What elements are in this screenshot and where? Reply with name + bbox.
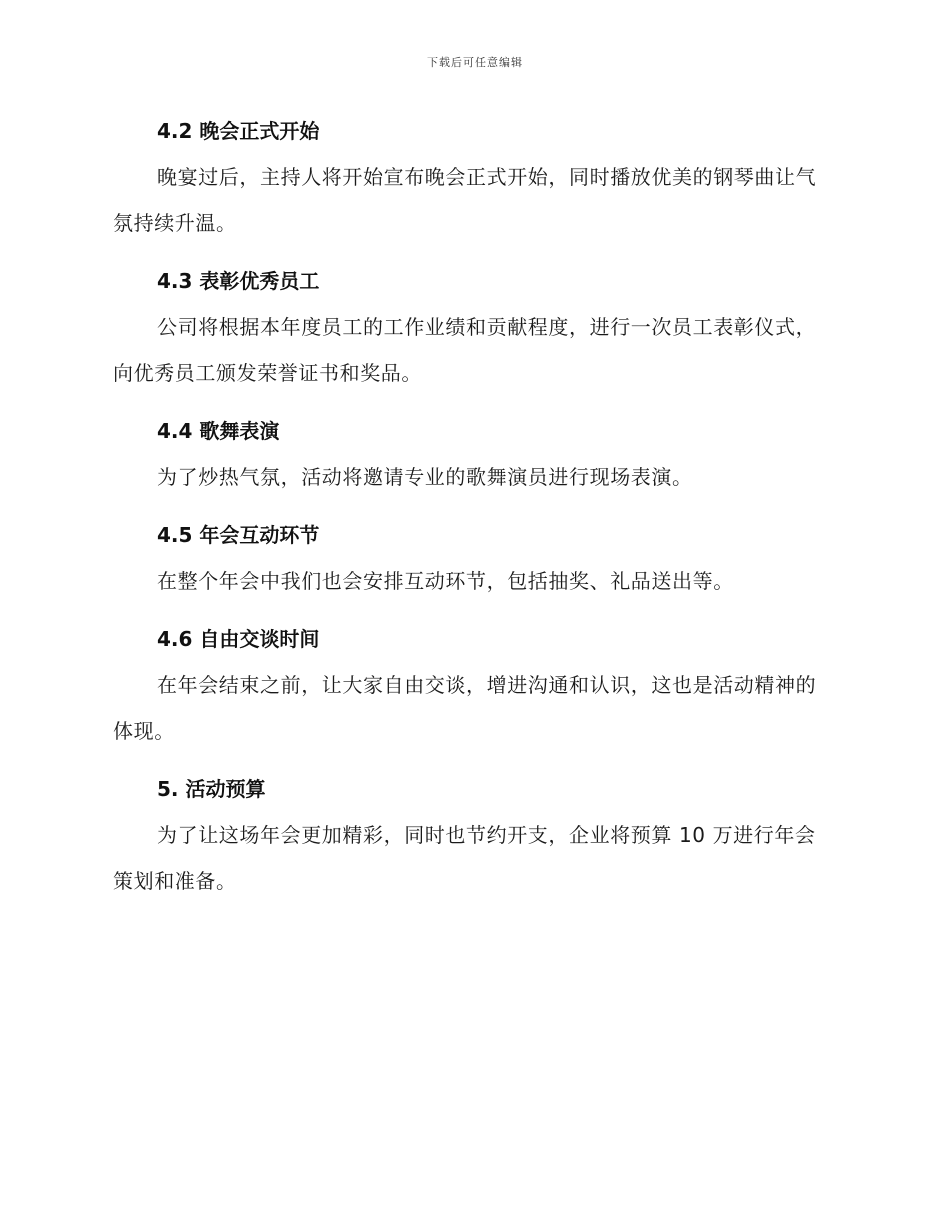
section-paragraph: 在年会结束之前，让大家自由交谈，增进沟通和认识，这也是活动精神的体现。 [113,673,817,743]
section-4-3 [113,258,833,396]
document-body [113,108,833,916]
section-4-2 [113,108,833,246]
section-heading: 4.6 自由交谈时间 [157,627,320,651]
section-paragraph: 为了炒热气氛，活动将邀请专业的歌舞演员进行现场表演。 [157,465,693,489]
section-heading: 5. 活动预算 [157,777,266,801]
section-heading: 4.3 表彰优秀员工 [157,269,320,293]
section-heading: 4.2 晚会正式开始 [157,119,320,143]
section-4-6 [113,616,833,754]
section-paragraph: 公司将根据本年度员工的工作业绩和贡献程度，进行一次员工表彰仪式，向优秀员工颁发荣誉证书和奖品。 [113,315,817,385]
section-heading: 4.5 年会互动环节 [157,523,320,547]
section-heading: 4.4 歌舞表演 [157,419,280,443]
section-4-5 [113,512,833,604]
section-4-4 [113,408,833,500]
page-header: 下载后可任意编辑 [427,56,523,69]
section-paragraph: 晚宴过后，主持人将开始宣布晚会正式开始，同时播放优美的钢琴曲让气氛持续升温。 [113,165,817,235]
section-paragraph: 在整个年会中我们也会安排互动环节，包括抽奖、礼品送出等。 [157,569,734,593]
section-5 [113,766,833,904]
section-paragraph: 为了让这场年会更加精彩，同时也节约开支，企业将预算 10 万进行年会策划和准备。 [113,823,816,893]
